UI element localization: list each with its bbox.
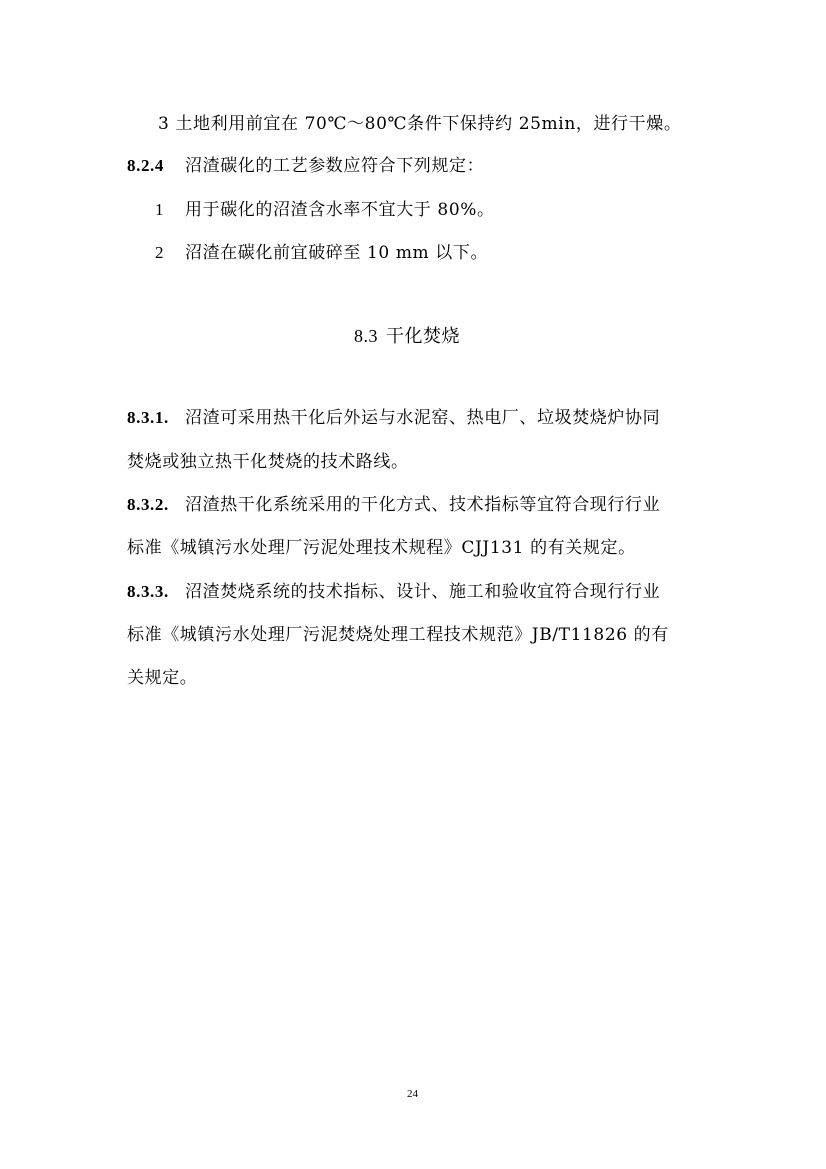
- clause-8-2-4-item-1: [155, 199, 495, 221]
- clause-text: 标准《城镇污水处理厂污泥焚烧处理工程技术规范》JB/T11826 的有: [127, 625, 669, 645]
- clause-8-3-3-line-3: [127, 667, 197, 689]
- clause-8-2-4-item-2: [155, 242, 488, 264]
- clause-8-3-2-line-1: [127, 494, 660, 516]
- clause-text: 关规定。: [127, 668, 198, 688]
- clause-label: 8.2.4: [127, 156, 164, 175]
- item-text: 用于碳化的沼渣含水率不宜大于 80%。: [185, 200, 495, 220]
- section-number: 8.3: [354, 326, 378, 346]
- clause-8-3-3-line-2: [127, 624, 669, 646]
- clause-8-3-2-line-2: [127, 537, 636, 559]
- item-text: 沼渣在碳化前宜破碎至 10 mm 以下。: [185, 243, 489, 263]
- clause-label: 8.3.2.: [127, 495, 169, 514]
- clause-text: 沼渣热干化系统采用的干化方式、技术指标等宜符合现行行业: [185, 495, 661, 515]
- section-title: 干化焚烧: [386, 326, 460, 347]
- clause-label: 8.3.1.: [127, 408, 169, 427]
- clause-text: 沼渣碳化的工艺参数应符合下列规定：: [185, 156, 485, 176]
- clause-text: 标准《城镇污水处理厂污泥处理技术规程》CJJ131 的有关规定。: [127, 538, 636, 558]
- clause-text: 沼渣焚烧系统的技术指标、设计、施工和验收宜符合现行行业: [185, 582, 661, 602]
- page-number: 24: [407, 1088, 418, 1100]
- section-heading: [354, 324, 460, 349]
- clause-8-3-1-line-2: [127, 451, 409, 473]
- clause-text: 沼渣可采用热干化后外运与水泥窑、热电厂、垃圾焚烧炉协同: [185, 408, 661, 428]
- clause-item-3-line: [158, 113, 681, 135]
- item-number: 2: [155, 243, 165, 262]
- clause-text: 焚烧或独立热干化焚烧的技术路线。: [127, 452, 409, 472]
- clause-item-text: 3 土地利用前宜在 70℃～80℃条件下保持约 25min，进行干燥。: [158, 114, 682, 134]
- clause-8-3-3-line-1: [127, 581, 660, 603]
- clause-8-2-4: [127, 155, 484, 177]
- item-number: 1: [155, 200, 165, 219]
- clause-8-3-1-line-1: [127, 407, 660, 429]
- clause-label: 8.3.3.: [127, 582, 169, 601]
